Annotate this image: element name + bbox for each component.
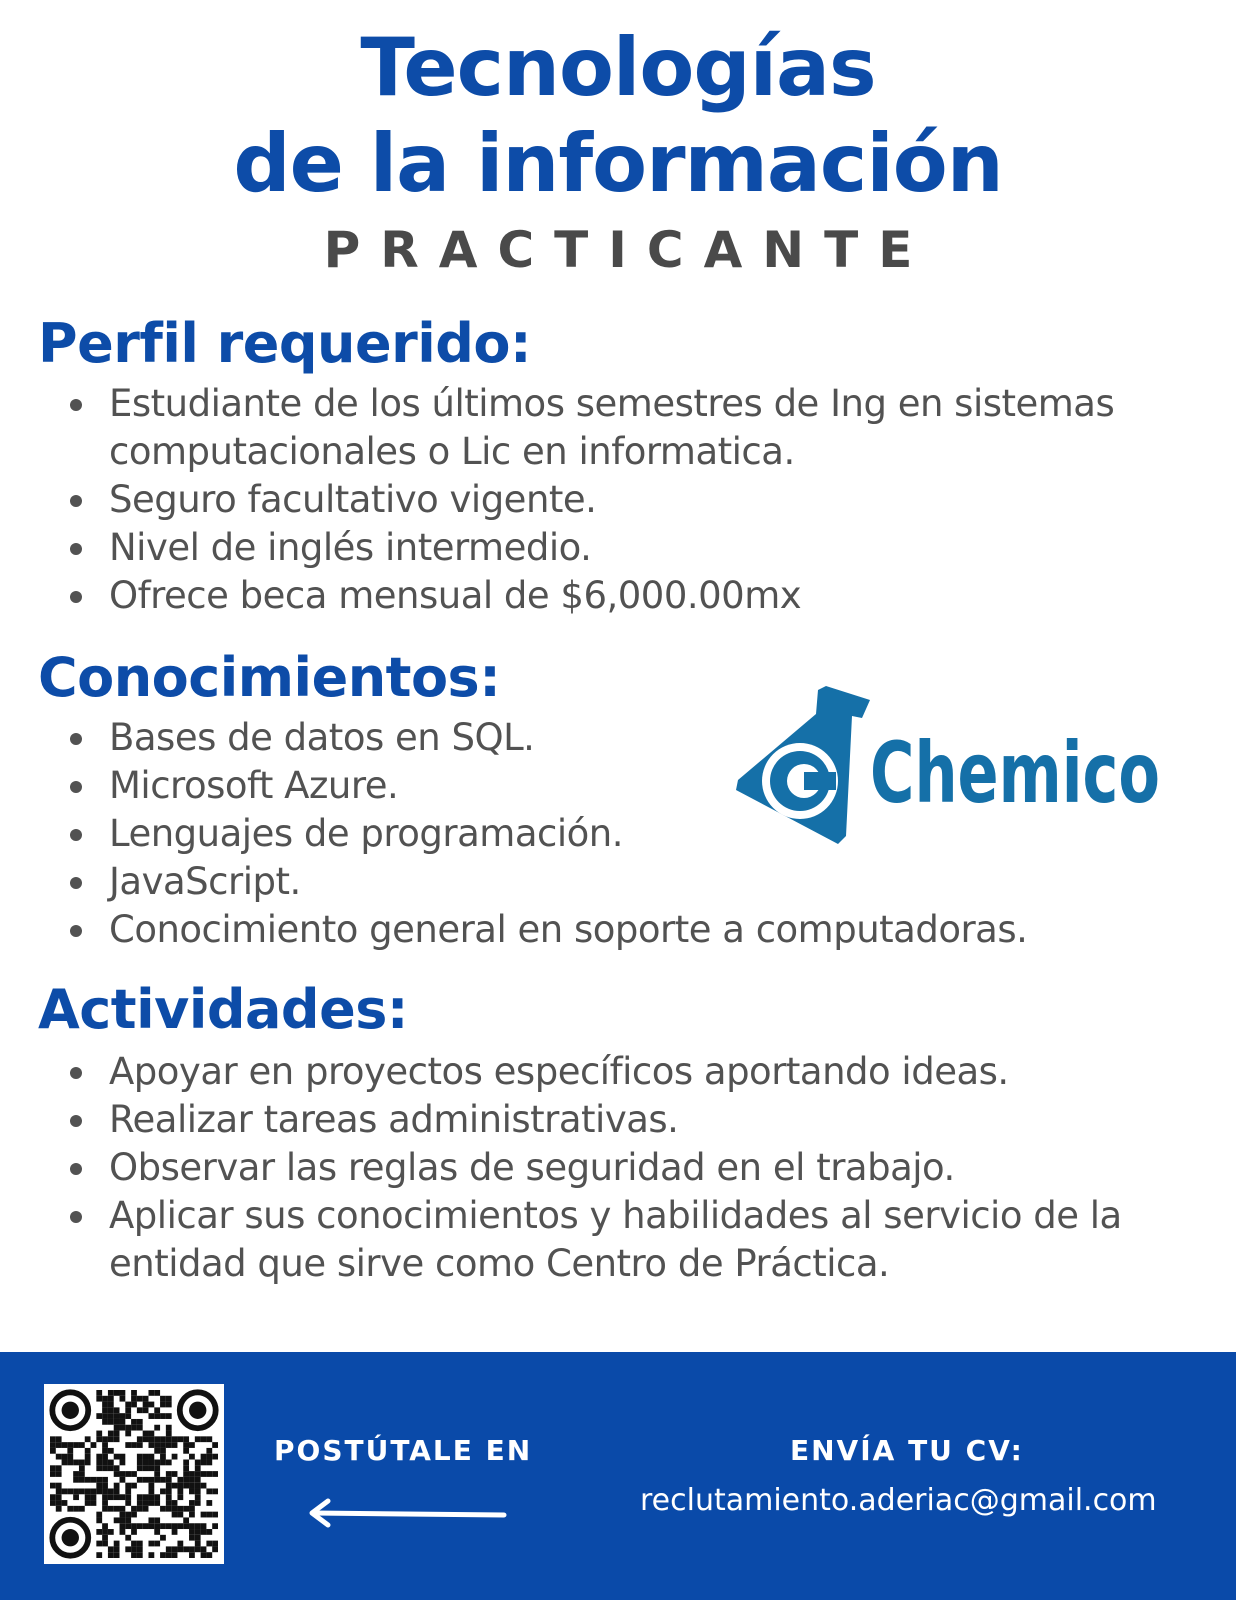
profile-heading: Perfil requerido: [38, 312, 532, 375]
list-item: Apoyar en proyectos específicos aportando ideas. [70, 1048, 1190, 1096]
list-item: Estudiante de los últimos semestres de Ing en sistemas computacionales o Lic en informatica. [70, 380, 1190, 476]
title-line-1: Tecnologías [360, 21, 876, 114]
activities-heading: Actividades: [38, 978, 408, 1041]
chemico-logo [738, 686, 1168, 856]
list-item: Seguro facultativo vigente. [70, 476, 1190, 524]
list-item: JavaScript. [70, 858, 1190, 906]
cv-label: ENVÍA TU CV: [790, 1434, 1024, 1467]
list-item: Microsoft Azure. [70, 762, 1190, 810]
email-link[interactable]: reclutamiento.aderiac@gmail.com [640, 1483, 1157, 1518]
knowledge-heading: Conocimientos: [38, 646, 501, 709]
list-item: Bases de datos en SQL. [70, 714, 1190, 762]
list-item: Ofrece beca mensual de $6,000.00mx [70, 572, 1190, 620]
list-item: Lenguajes de programación. [70, 810, 1190, 858]
flask-logo-icon [736, 686, 870, 844]
arrow-left-icon [304, 1498, 510, 1528]
qr-code-pattern [50, 1390, 218, 1558]
list-item: Realizar tareas administrativas. [70, 1096, 1190, 1144]
list-item: Nivel de inglés intermedio. [70, 524, 1190, 572]
qr-code-icon[interactable] [44, 1384, 224, 1564]
list-item: Aplicar sus conocimientos y habilidades al servicio de la entidad que sirve como Centro de Práctica. [70, 1192, 1190, 1288]
profile-list [70, 380, 1190, 620]
subtitle: PRACTICANTE [323, 221, 933, 279]
logo-wordmark: Chemico [870, 724, 1160, 822]
apply-label: POSTÚTALE EN [274, 1434, 533, 1467]
footer [0, 1352, 1236, 1600]
title-line-2: de la información [233, 117, 1003, 210]
list-item: Conocimiento general en soporte a computadoras. [70, 906, 1190, 954]
activities-list [70, 1048, 1190, 1288]
list-item: Observar las reglas de seguridad en el trabajo. [70, 1144, 1190, 1192]
